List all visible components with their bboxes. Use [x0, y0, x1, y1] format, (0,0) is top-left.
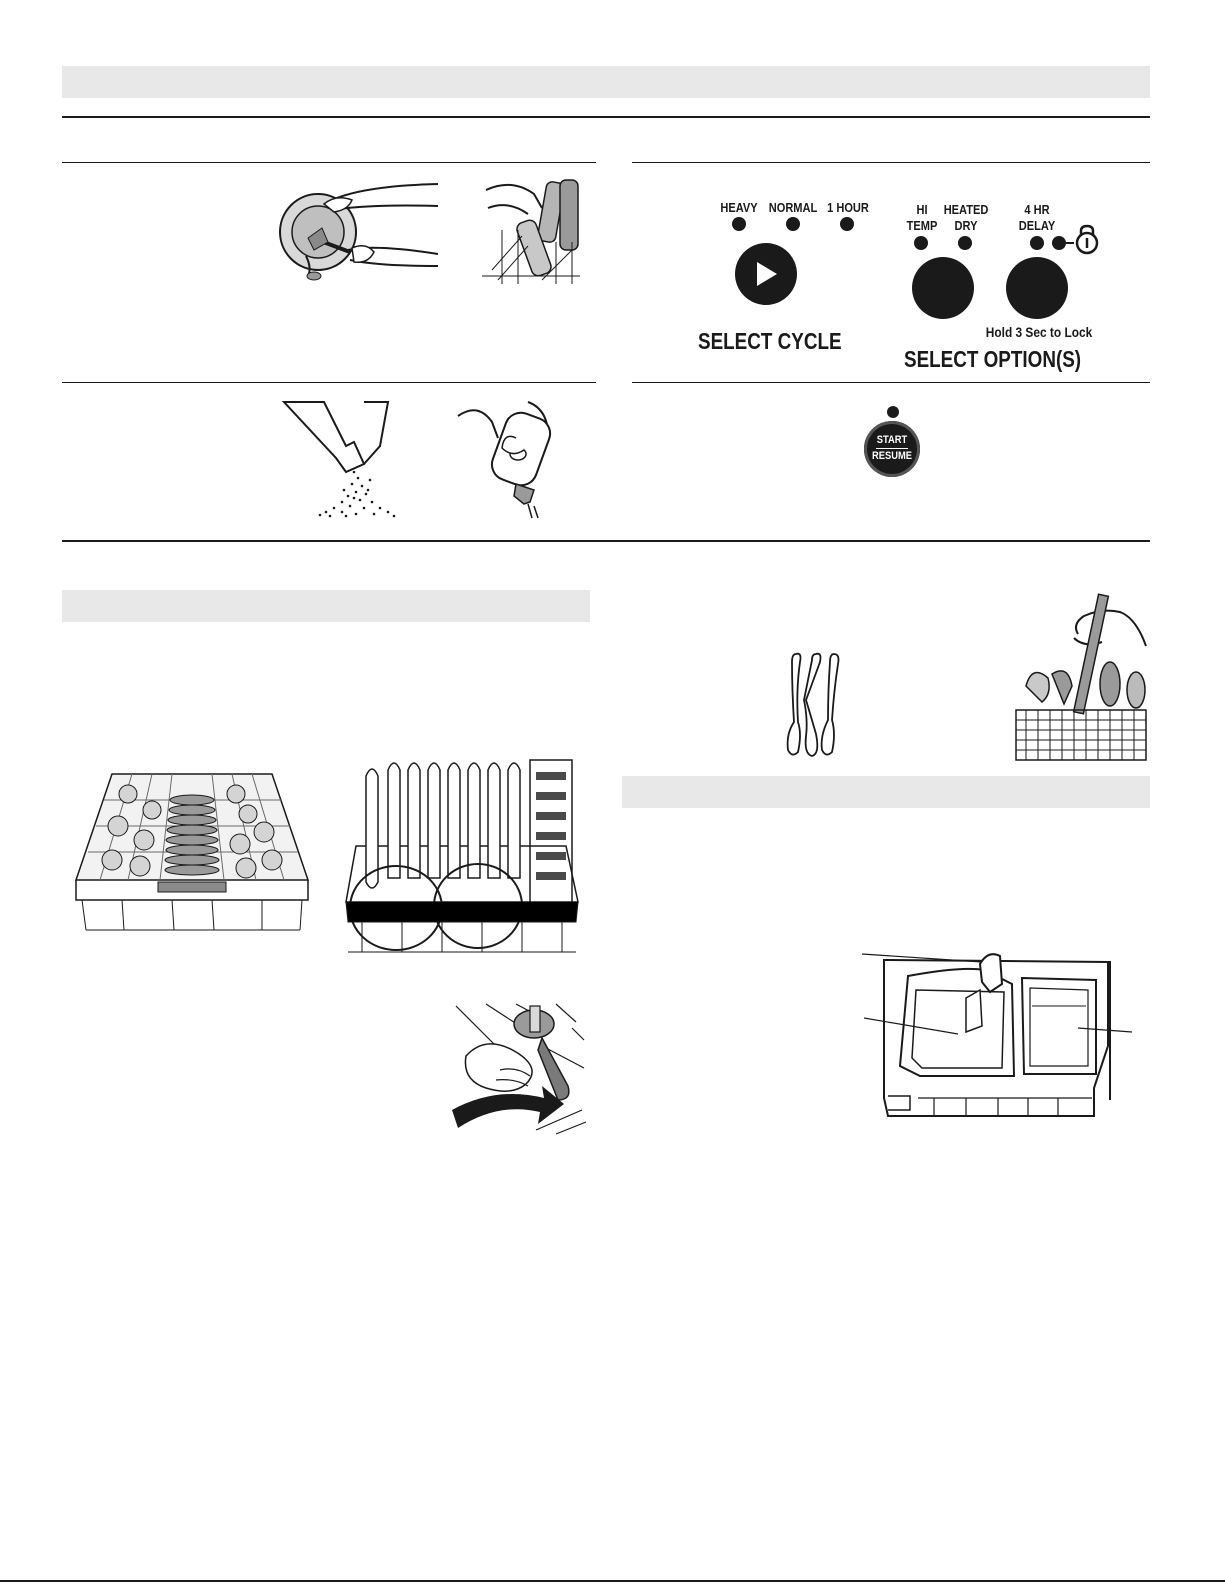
- start-divider: [876, 448, 908, 449]
- option-heateddry-line1: HEATED: [943, 202, 989, 217]
- option-delay-line1: 4 HR: [1024, 202, 1050, 217]
- option-heateddry-indicator: [958, 236, 972, 250]
- start-indicator: [887, 406, 899, 418]
- option-hitemp-indicator: [914, 236, 928, 250]
- resume-label: RESUME: [871, 450, 913, 462]
- start-resume-button[interactable]: [864, 421, 920, 477]
- utensil-basket-illustration: [1012, 594, 1148, 762]
- option-hitemp-heateddry-button[interactable]: [912, 257, 974, 319]
- spray-arm-illustration: [446, 1000, 586, 1136]
- option-heateddry-line2: DRY: [954, 218, 978, 233]
- option-delay-lock-button[interactable]: [1006, 257, 1068, 319]
- play-icon: [755, 261, 779, 287]
- cycle-1hour-indicator: [840, 217, 854, 231]
- select-cycle-label: SELECT CYCLE: [698, 328, 842, 354]
- pour-detergent-illustration: [284, 402, 398, 518]
- lower-rack-illustration: [342, 752, 580, 958]
- lock-hint-label: Hold 3 Sec to Lock: [985, 324, 1093, 340]
- step-2-rule: [62, 382, 596, 383]
- load-glasses-illustration: [482, 180, 580, 284]
- section-bottom-rule: [62, 540, 1150, 542]
- step-1-rule: [62, 162, 596, 163]
- step-4-rule: [632, 382, 1150, 383]
- upper-rack-illustration: [72, 770, 316, 934]
- option-delay-line2: DELAY: [1018, 218, 1056, 233]
- detergent-dispenser-illustration: [862, 946, 1134, 1122]
- start-label: START: [876, 434, 908, 446]
- option-hitemp-line1: HI: [916, 202, 928, 217]
- option-delay-indicator: [1030, 236, 1044, 250]
- cycle-1hour-label: 1 HOUR: [827, 200, 869, 215]
- option-hitemp-line2: TEMP: [906, 218, 938, 233]
- lock-icon: [1066, 224, 1100, 254]
- cycle-normal-label: NORMAL: [768, 200, 818, 215]
- loading-section-band: [62, 590, 590, 622]
- scrape-plate-illustration: [278, 180, 440, 290]
- select-options-label: SELECT OPTION(S): [904, 346, 1082, 372]
- option-lock-indicator: [1052, 236, 1066, 250]
- spoons-illustration: [782, 650, 842, 758]
- select-cycle-button[interactable]: [735, 243, 797, 305]
- step-3-rule: [632, 162, 1150, 163]
- header-rule: [62, 116, 1150, 118]
- cycle-normal-indicator: [786, 217, 800, 231]
- header-band: [62, 66, 1150, 98]
- footer-rule: [0, 1580, 1225, 1582]
- rinse-aid-illustration: [458, 402, 554, 518]
- cycle-heavy-indicator: [732, 217, 746, 231]
- cycle-heavy-label: HEAVY: [720, 200, 758, 215]
- dispenser-section-band: [622, 776, 1150, 808]
